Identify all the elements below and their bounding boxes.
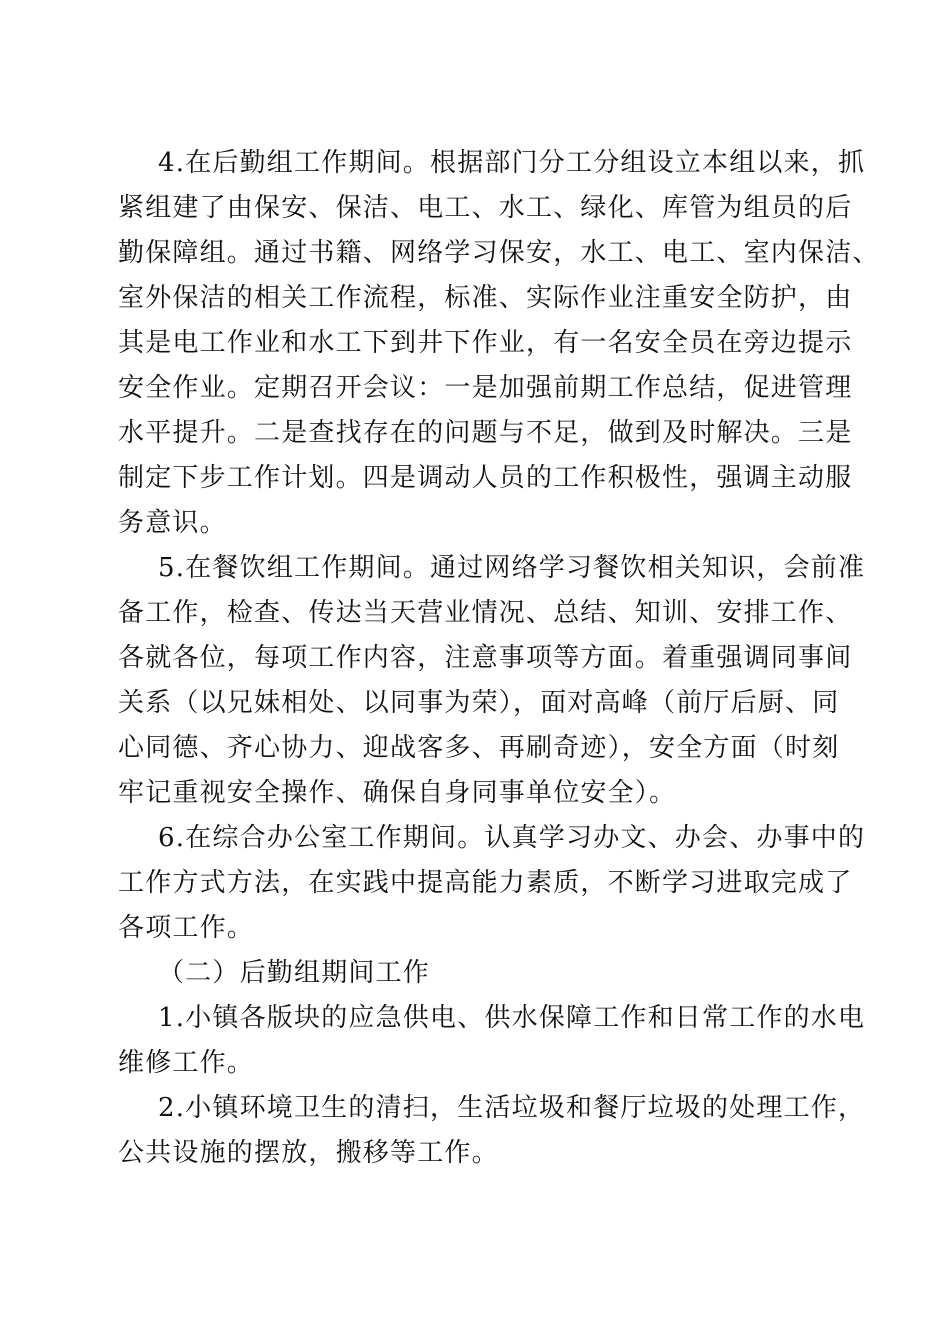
text-line: 制定下步工作计划。四是调动人员的工作积极性，强调主动服: [118, 463, 853, 493]
text-line: 关系（以兄妹相处、以同事为荣），面对高峰（前厅后厨、同: [118, 688, 840, 718]
text-line: 2.小镇环境卫生的清扫，生活垃圾和餐厅垃圾的处理工作，: [158, 1093, 866, 1123]
text-line: 公共设施的摆放，搬移等工作。: [118, 1138, 499, 1168]
text-line: 室外保洁的相关工作流程，标准、实际作业注重安全防护，由: [118, 283, 853, 313]
text-line: 安全作业。定期召开会议：一是加强前期工作总结，促进管理: [118, 373, 853, 403]
text-line: 5.在餐饮组工作期间。通过网络学习餐饮相关知识，会前准: [158, 553, 866, 583]
text-line: 牢记重视安全操作、确保自身同事单位安全）。: [118, 778, 677, 808]
text-line: 其是电工作业和水工下到井下作业，有一名安全员在旁边提示: [118, 328, 853, 358]
section-heading-text: （二）后勤组期间工作: [158, 958, 431, 988]
text-line: 各就各位，每项工作内容，注意事项等方面。着重强调同事间: [118, 643, 853, 673]
text-line: 务意识。: [118, 508, 227, 538]
text-line: 4.在后勤组工作期间。根据部门分工分组设立本组以来，抓: [158, 148, 866, 178]
text-line: 工作方式方法，在实践中提高能力素质，不断学习进取完成了: [118, 868, 853, 898]
text-line: 水平提升。二是查找存在的问题与不足，做到及时解决。三是: [118, 418, 853, 448]
text-line: 心同德、齐心协力、迎战客多、再刷奇迹），安全方面（时刻: [118, 733, 840, 763]
text-line: 勤保障组。通过书籍、网络学习保安，水工、电工、室内保洁、: [118, 238, 880, 268]
text-line: 1.小镇各版块的应急供电、供水保障工作和日常工作的水电: [158, 1003, 866, 1033]
text-line: 紧组建了由保安、保洁、电工、水工、绿化、库管为组员的后: [118, 193, 853, 223]
text-line: 备工作，检查、传达当天营业情况、总结、知训、安排工作、: [118, 598, 853, 628]
text-line: 6.在综合办公室工作期间。认真学习办文、办会、办事中的: [158, 823, 866, 853]
text-line: 维修工作。: [118, 1048, 255, 1078]
text-line: 各项工作。: [118, 913, 255, 943]
